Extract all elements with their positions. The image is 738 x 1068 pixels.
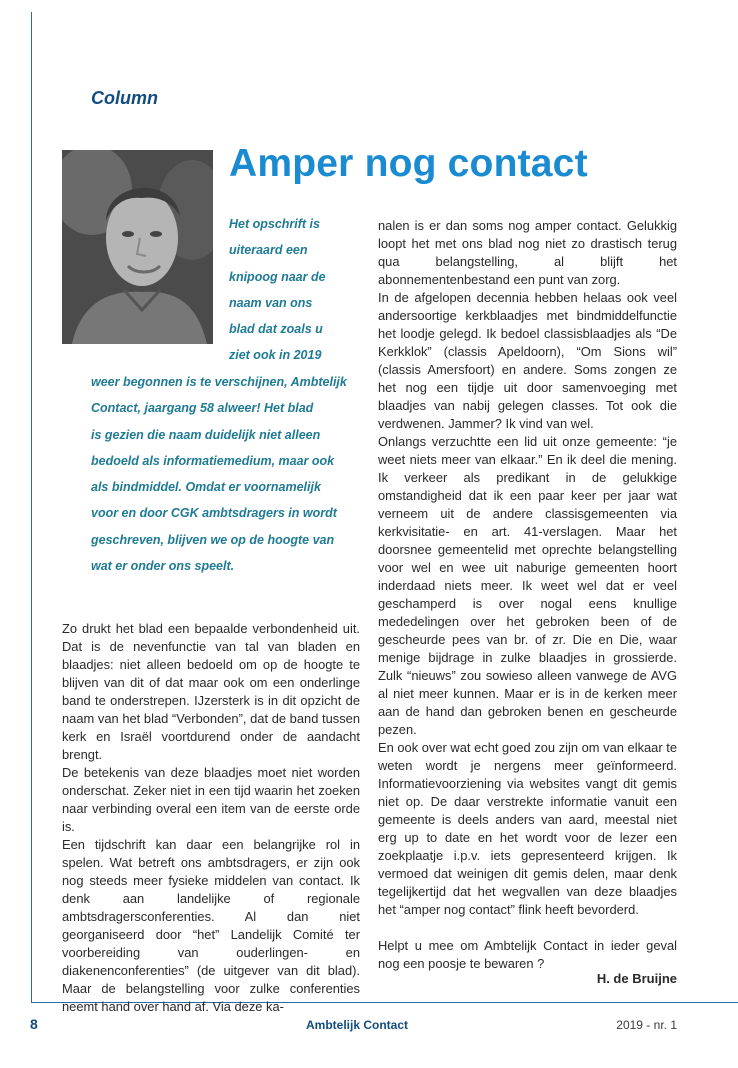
intro-line: weer begonnen is te verschijnen, Ambtelijk bbox=[91, 375, 347, 389]
section-label: Column bbox=[91, 88, 158, 108]
closing-paragraph: Helpt u mee om Ambtelijk Contact in ieder geval nog een poosje te bewaren ? bbox=[378, 938, 677, 971]
body-paragraph: In de afgelopen decennia hebben helaas ook veel andersoortige kerkblaadjes met bindmiddelfunctie het loodje gelegd. Ik bedoel classisblaadjes als “De Kerkklok” (classis Apeldoorn), “Om Sions wil” (classis Amersfoort) en andere. Soms zongen ze het nog een tijdje uit door samenvoeging met blaadjes van nabij gelegen classes. Tot ook die verdwenen. Jammer? Ik vind van wel. bbox=[378, 290, 677, 431]
body-paragraph: De betekenis van deze blaadjes moet niet worden onderschat. Zeker niet in een tijd waarin het zoeken naar verbinding overal een item van de eerste orde is. bbox=[62, 765, 360, 834]
body-paragraph: nalen is er dan soms nog amper contact. Gelukkig loopt het met ons blad nog niet zo drastisch terug qua belangstelling, al blijft het abonnementenbestand een punt van zorg. bbox=[378, 218, 677, 287]
body-paragraph: En ook over wat echt goed zou zijn om van elkaar te weten wordt je nergens meer geïnformeerd. Informatievoorziening via websites vangt dit gemis niet op. De daar verstrekte informatie vanuit een gemeente is deels anders van aard, meestal niet erg up to date en het wordt voor de lezer een zoekplaatje i.p.v. iets gepresenteerd krijgen. Ik vermoed dat weinigen dit gemis delen, maar denk tegelijkertijd dat het wegvallen van deze blaadjes het “amper nog contact” flink heeft bevorderd. bbox=[378, 740, 677, 917]
intro-below-photo bbox=[91, 369, 361, 579]
intro-line: voor en door CGK ambtsdragers in wordt bbox=[91, 506, 337, 521]
body-paragraph: Zo drukt het blad een bepaalde verbondenheid uit. Dat is de nevenfunctie van tal van bladen en blaadjes: niet alleen bedoeld om op de hoogte te blijven van dit of dat maar ook om een onderlinge band te onderstrepen. IJzersterk is in dit opzicht de naam van het blad “Verbonden”, dat de band tussen kerk en Israël voortdurend onder de aandacht brengt. bbox=[62, 621, 360, 762]
body-column-right bbox=[378, 217, 677, 973]
portrait-illustration bbox=[62, 150, 213, 344]
intro-line: als bindmiddel. Omdat er voornamelijk bbox=[91, 480, 321, 495]
intro-line: is gezien die naam duidelijk niet alleen bbox=[91, 427, 321, 442]
intro-beside-photo bbox=[229, 211, 369, 369]
footer-issue: 2019 - nr. 1 bbox=[616, 1018, 677, 1032]
body-paragraph: Een tijdschrift kan daar een belangrijke rol in spelen. Wat betreft ons ambtsdragers, er zijn ook nog steeds meer fysieke middelen van contact. Ik denk aan landelijke of regionale ambtsdragersconferenties. Al dan niet georganiseerd door “het” Landelijk Comité ter voorbereiding van ouderlingen- en diakenenconferenties” (de uitgever van dit blad). Maar de belangstelling voor zulke conferenties neemt hand over hand af. Via deze ka- bbox=[62, 837, 360, 1014]
intro-line: bedoeld als informatiemedium, maar ook bbox=[91, 453, 335, 468]
intro-line: Het opschrift is bbox=[229, 217, 320, 231]
intro-line: wat er onder ons speelt. bbox=[91, 559, 235, 574]
author-signature: H. de Bruijne bbox=[596, 971, 677, 986]
page-title: Amper nog contact bbox=[229, 142, 588, 185]
intro-line: uiteraard een bbox=[229, 243, 308, 258]
intro-line: naam van ons bbox=[229, 295, 313, 310]
author-photo bbox=[62, 150, 213, 344]
intro-line: blad dat zoals u bbox=[229, 322, 323, 337]
intro-line: Contact, jaargang 58 alweer! Het blad bbox=[91, 401, 314, 416]
intro-line: knipoog naar de bbox=[229, 269, 326, 284]
footer-magazine-name: Ambtelijk Contact bbox=[306, 1018, 409, 1032]
footer-page-number: 8 bbox=[30, 1016, 38, 1032]
body-paragraph: Onlangs verzuchtte een lid uit onze gemeente: “je weet niets meer van elkaar.” En ik deel die mening. Ik verkeer als predikant in de gelukkige omstandigheid dat ik een paar keer per jaar wat verneem uit de andere classisgemeenten via kerkvisitatie- en art. 41-verslagen. Maar het doorsnee gemeentelid met oprechte belangstelling voor wel en wee uit naburige gemeenten hoort inderdaad niets meer. Ik weet wel dat er veel geschamperd is over nogal eens knullige mededelingen over het gebroken been of de gescheurde pees van br. of zr. Die en Die, waar menige bijdrage in zulke blaadjes in grossierde. Zulk “nieuws” zou sowieso alleen vanwege de AVG al niet meer kunnen. Maar er is in de kerken meer aan de hand dan gebroken benen en gescheurde pezen. bbox=[378, 434, 677, 737]
left-rule bbox=[31, 12, 32, 1002]
body-column-left bbox=[62, 620, 360, 1016]
intro-line: geschreven, blijven we op de hoogte van bbox=[91, 532, 335, 547]
intro-line: ziet ook in 2019 bbox=[229, 348, 322, 363]
